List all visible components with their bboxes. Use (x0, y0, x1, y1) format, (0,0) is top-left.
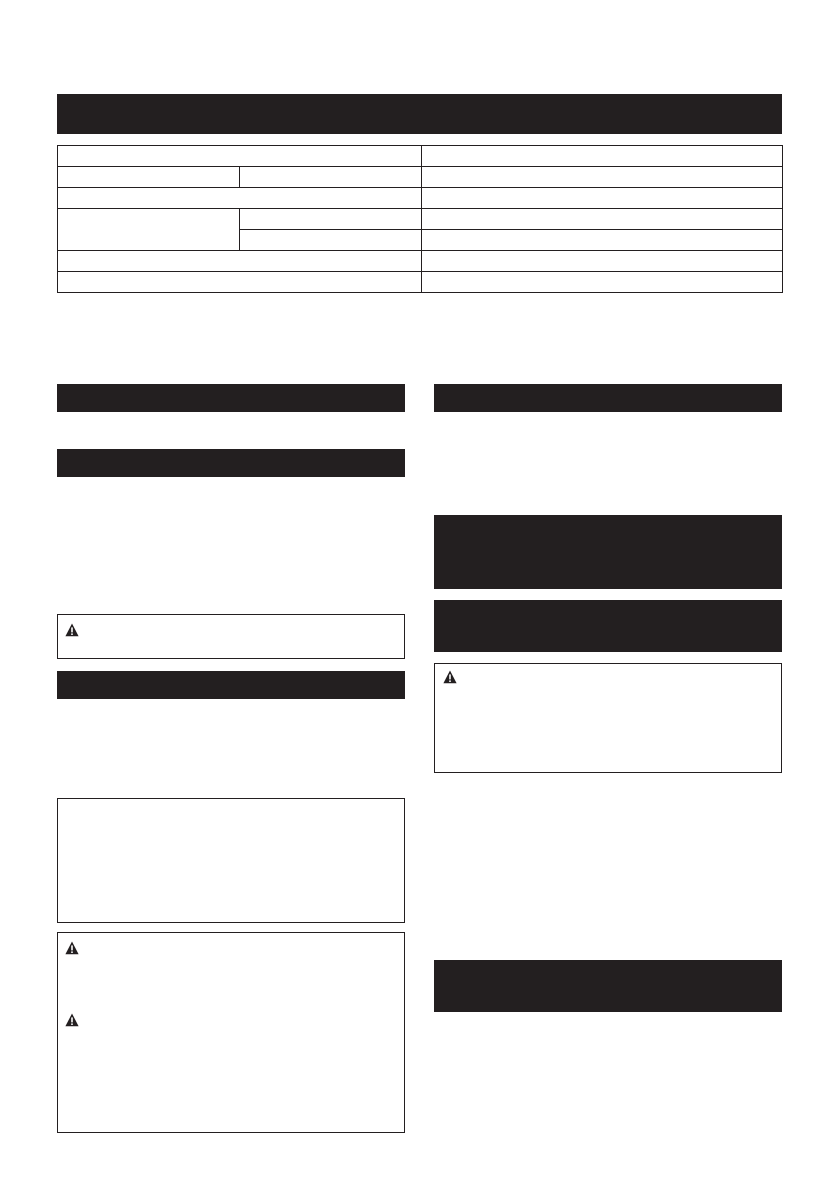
spec-sublabel (240, 209, 422, 230)
table-row (58, 209, 783, 230)
heading-block (434, 600, 782, 652)
table-row (58, 251, 783, 272)
table-row (58, 146, 783, 167)
spec-value (422, 230, 783, 251)
spec-value (422, 272, 783, 293)
spec-value (422, 209, 783, 230)
spec-sublabel (240, 230, 422, 251)
table-row (58, 272, 783, 293)
warning-box (57, 614, 405, 659)
page-footer (0, 1184, 840, 1192)
spec-label (58, 167, 240, 188)
body-text (434, 790, 782, 940)
spec-value (422, 146, 783, 167)
warning-box (57, 932, 405, 1133)
table-row (58, 167, 783, 188)
section-body (57, 707, 405, 787)
spec-label (58, 188, 422, 209)
section-heading-bar (434, 384, 782, 412)
section-heading-bar (57, 384, 405, 412)
spec-value (422, 167, 783, 188)
table-row (58, 188, 783, 209)
heading-block (434, 960, 782, 1012)
spec-value (422, 188, 783, 209)
warning-box (434, 663, 782, 773)
warning-triangle-icon (443, 670, 457, 684)
specifications-table (57, 145, 783, 293)
heading-block (434, 515, 782, 589)
note-box (57, 798, 405, 923)
warning-triangle-icon (65, 1013, 79, 1027)
spec-sublabel (240, 167, 422, 188)
spec-label (58, 146, 422, 167)
section-body (57, 485, 405, 605)
warning-triangle-icon (65, 941, 79, 955)
section-heading-bar (57, 671, 405, 699)
warning-triangle-icon (65, 623, 79, 637)
spec-label (58, 209, 240, 251)
spec-label (58, 272, 422, 293)
spec-value (422, 251, 783, 272)
section-heading-bar (57, 449, 405, 477)
spec-label (58, 251, 422, 272)
section-body (434, 420, 782, 500)
page-title-bar (57, 94, 782, 134)
